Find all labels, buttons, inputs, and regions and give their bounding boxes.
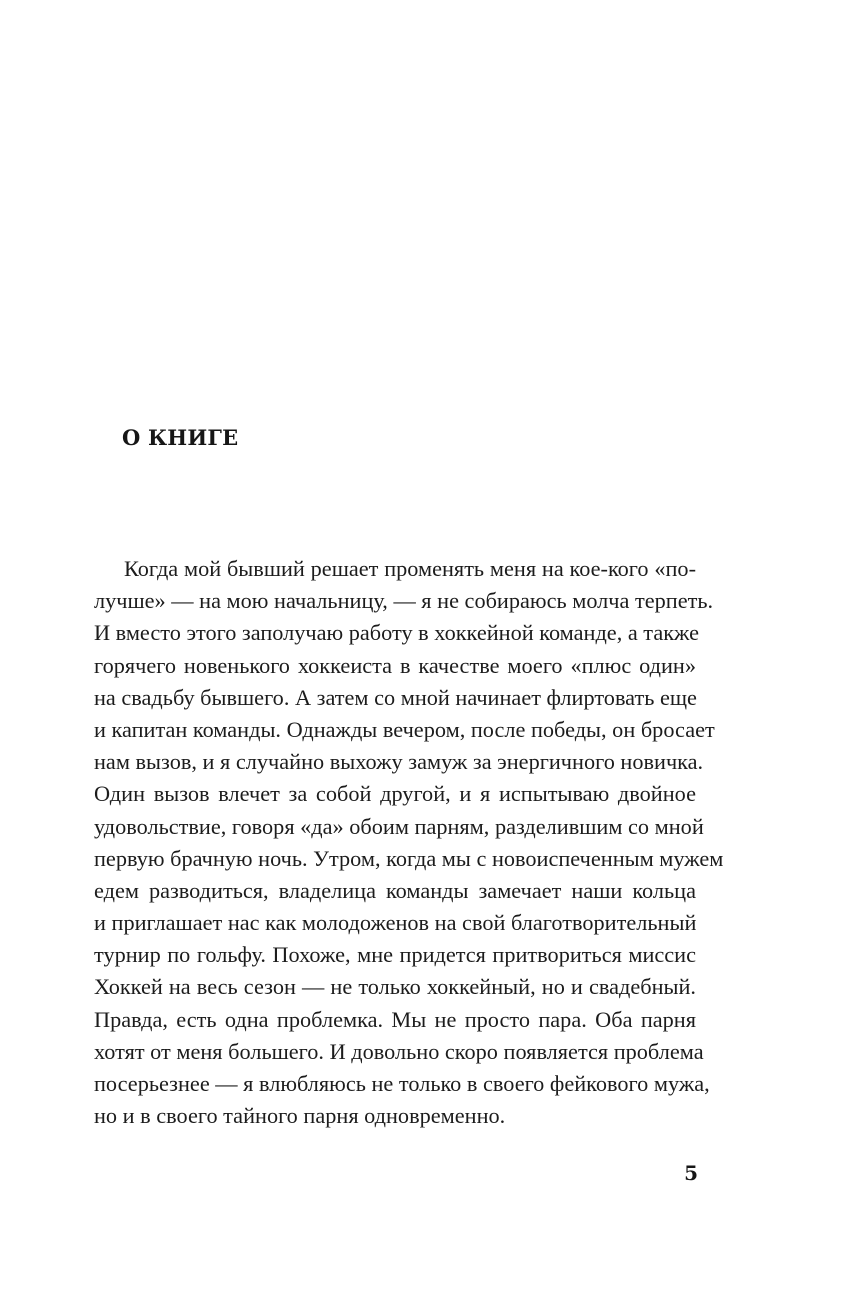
text-line: первую брачную ночь. Утром, когда мы с новоиспеченным мужем bbox=[94, 845, 724, 871]
text-line: нам вызов, и я случайно выхожу замуж за энергичного новичка. bbox=[94, 749, 704, 775]
text-line: Хоккей на весь сезон — не только хоккейный, но и свадебный. bbox=[94, 974, 696, 1000]
text-line: лучше» — на мою начальницу, — я не собираюсь молча терпеть. bbox=[94, 588, 714, 614]
text-line: едем разводиться, владелица команды замечает наши кольца bbox=[94, 877, 696, 903]
text-line: но и в своего тайного парня одновременно. bbox=[94, 1103, 506, 1129]
text-line: Правда, есть одна проблемка. Мы не просто пара. Оба парня bbox=[94, 1006, 696, 1032]
text-line: и капитан команды. Однажды вечером, после победы, он бросает bbox=[94, 716, 715, 742]
text-line: хотят от меня большего. И довольно скоро появляется проблема bbox=[94, 1038, 704, 1064]
text-line: удовольствие, говоря «да» обоим парням, разделившим со мной bbox=[94, 813, 704, 839]
section-heading: О КНИГЕ bbox=[122, 425, 239, 450]
page-number: 5 bbox=[684, 1161, 698, 1185]
synopsis-paragraph bbox=[94, 553, 724, 1132]
text-line: Один вызов влечет за собой другой, и я испытываю двойное bbox=[94, 781, 696, 807]
text-line: Когда мой бывший решает променять меня на кое-кого «по- bbox=[124, 556, 696, 581]
text-line: турнир по гольфу. Похоже, мне придется притвориться миссис bbox=[94, 942, 696, 968]
text-line: горячего новенького хоккеиста в качестве моего «плюс один» bbox=[94, 652, 696, 678]
text-line: и приглашает нас как молодоженов на свой благотворительный bbox=[94, 910, 697, 936]
text-line: И вместо этого заполучаю работу в хоккейной команде, а также bbox=[94, 620, 700, 646]
text-line: посерьезнее — я влюбляюсь не только в своего фейкового мужа, bbox=[94, 1071, 710, 1096]
text-line: на свадьбу бывшего. А затем со мной начинает флиртовать еще bbox=[94, 684, 697, 710]
